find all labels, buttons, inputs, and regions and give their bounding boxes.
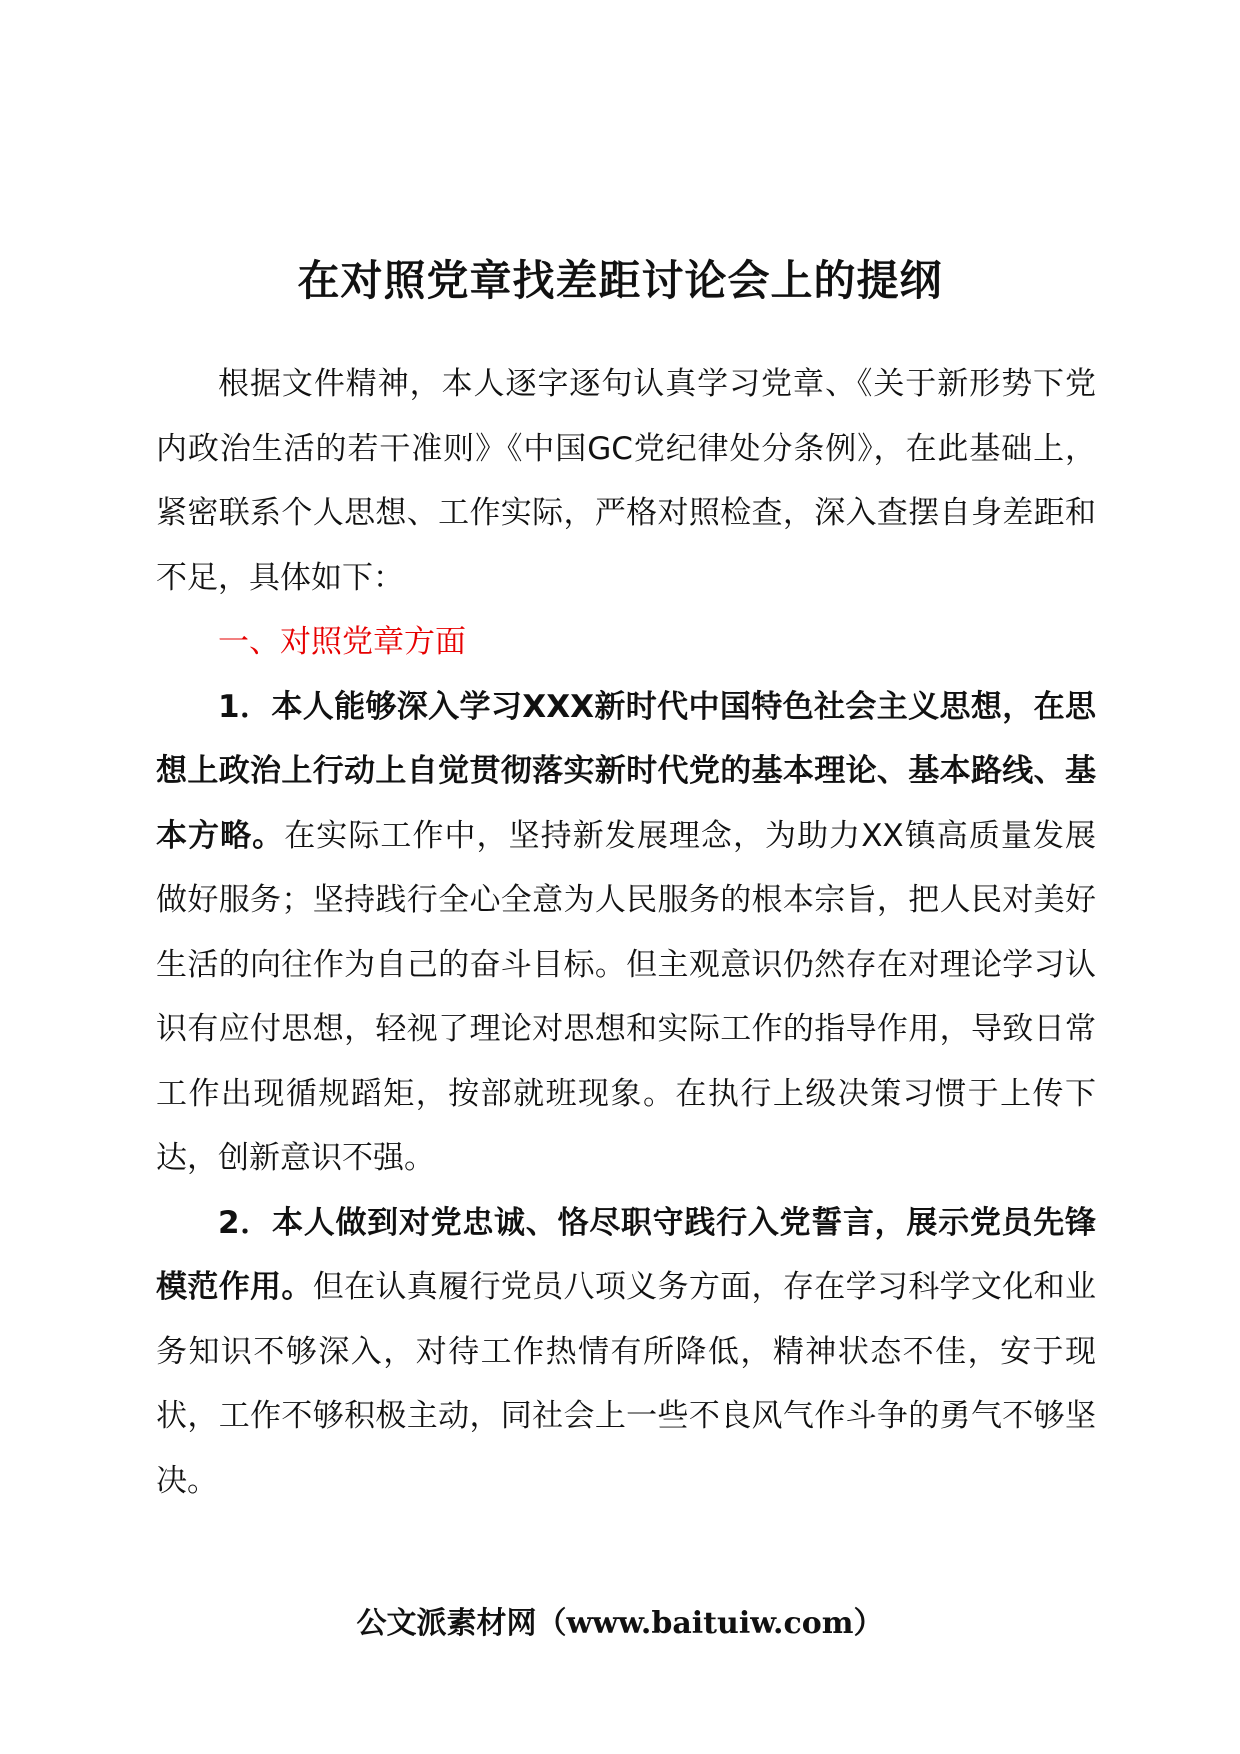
footer-watermark: 公文派素材网（www.baituiw.com）: [356, 1606, 884, 1641]
document-body: [156, 352, 1096, 1513]
item-1-bold-lead: 1．本人能够深入学习XXX新时代中国特色社会主义思想，在思想上政治上行动上自觉贯彻落实新时代党的基本理论、基本路线、基本方略。: [156, 688, 1096, 854]
item-2-paragraph: [156, 1191, 1096, 1514]
item-1-text: 在实际工作中，坚持新发展理念，为助力XX镇高质量发展做好服务；坚持践行全心全意为人民服务的根本宗旨，把人民对美好生活的向往作为自己的奋斗目标。但主观意识仍然存在对理论学习认识有应付思想，轻视了理论对思想和实际工作的指导作用，导致日常工作出现循规蹈矩，按部就班现象。在执行上级决策习惯于上传下达，创新意识不强。: [156, 817, 1096, 1176]
intro-paragraph: 根据文件精神，本人逐字逐句认真学习党章、《关于新形势下党内政治生活的若干准则》《中国GC党纪律处分条例》，在此基础上，紧密联系个人思想、工作实际，严格对照检查，深入查摆自身差距和不足，具体如下：: [156, 366, 1096, 596]
item-1-paragraph: [156, 675, 1096, 1191]
section-heading: 一、对照党章方面: [218, 624, 466, 660]
item-2-text: 但在认真履行党员八项义务方面，存在学习科学文化和业务知识不够深入，对待工作热情有所降低，精神状态不佳，安于现状，工作不够积极主动，同社会上一些不良风气作斗争的勇气不够坚决。: [156, 1269, 1097, 1499]
document-title: 在对照党章找差距讨论会上的提纲: [297, 256, 943, 305]
item-2-bold-lead: 2．本人做到对党忠诚、恪尽职守践行入党誓言，展示党员先锋模范作用。: [156, 1204, 1096, 1305]
